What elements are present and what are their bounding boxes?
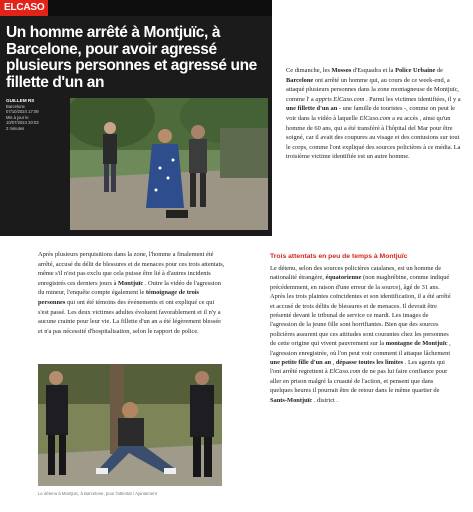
author-name[interactable]: GUILLEM RS <box>6 98 35 103</box>
article-body-right <box>270 264 456 405</box>
intro-paragraph: Ce dimanche, les Mossos d'Esquadra et la Police Urbaine de Barcelone ont arrêté un homme qui, au cours de ce week-end, a attaqué plusieurs personnes dans la zone montagneuse de Montjuïc, comme l' a appris ElCaso.com . Parmi les victimes identifiées, il y a une fillette d'un an - une famille de touristes -, comme on peut le voir dans la vidéo à laquelle ElCaso.com a eu accès , ainsi qu'un homme de 60 ans, qui a été transféré à l'hôpital del Mar pour être soigné, car il avait des coupures au visage et des contusions sur tout le corps, comme l'ont expliqué des sources policières à ce média. La troisième victime identifiée est un autre homme. <box>286 67 461 161</box>
article-header <box>0 0 272 236</box>
body-paragraph: Après plusieurs perquisitions dans la zone, l'homme a finalement été arrêté, accusé du délit de blessures et de menaces pour ces trois attentats, même s'il n'est pas exclu que cela puisse être lié à d'autres incidents enregistrés ces derniers jours à Montjuïc . Outre la vidéo de l'agression du mineur, l'enquête compte également le témoignage de trois personnes qui ont été témoins des événements et ont expliqué ce qui s'est passé. Les deux victimes adultes évoluent favorablement et il n'y a aucune crainte pour leur vie. La fillette d'un an a été légèrement blessée et n'a pas nécessité d'hospitalisation, selon le rapport de police. <box>38 251 225 335</box>
article-intro <box>286 66 462 162</box>
article-body-left <box>38 250 226 336</box>
site-logo[interactable]: ELCASO <box>0 0 48 16</box>
section-subheading: Trois attentats en peu de temps à Montjuïc <box>270 253 408 260</box>
photo-caption: Le détenu à Montjuïc, à Barcelone, pour l'attentat / Ajuntament <box>38 491 157 496</box>
author-city: Barcelone <box>6 103 25 109</box>
updated-label: Mis à jour le <box>6 114 29 120</box>
source-link[interactable]: ElCaso.com <box>329 368 361 376</box>
top-bar <box>0 0 272 16</box>
published-date: 07/10/2024 17:09 <box>6 109 39 115</box>
source-link[interactable]: appris ElCaso.com <box>315 95 365 103</box>
article-headline: Un homme arrêté à Montjuïc, à Barcelone, pour avoir agressé plusieurs personnes et agressé une fillette d'un an <box>6 24 257 91</box>
updated-date: 10/07/2024 20:03 <box>6 120 39 126</box>
article-photo-attack <box>70 98 268 230</box>
read-time: 2 minutes <box>6 125 25 131</box>
byline <box>6 98 66 132</box>
body-paragraph: Le détenu, selon des sources policières catalanes, est un homme de nationalité étrangère, équatorienne (non maghrébine, comme indiqué précédemment, en raison d'une erreur de la source), âgé de 31 ans. Après les trois plaintes coïncidentes et son identification, il a été arrêté et accusé de trois délits de blessures et de menaces. Il devrait être présenté devant le tribunal de service ce mardi. Les images de l'agression de la jeune fille sont horrifiantes. Bien que des sources policières assurent que ces attitudes sont courantes chez les personnes de cette origine qui vivent pauvrement sur la montagne de Montjuïc , l'agression enregistrée, où l'on peut voir comment il attaque lâchement une petite fille d'un an , dépasse toutes les limites . Les agents qui l'ont arrêté regrettent à ElCaso.com de ne pas lui faire confiance pour aller en prison malgré la cruauté de l'action, et pensent que dans quelques heures il pourrait être de retour dans le même quartier de Sants-Montjuïc . district . <box>270 265 451 404</box>
article-photo-detainee <box>38 364 222 486</box>
